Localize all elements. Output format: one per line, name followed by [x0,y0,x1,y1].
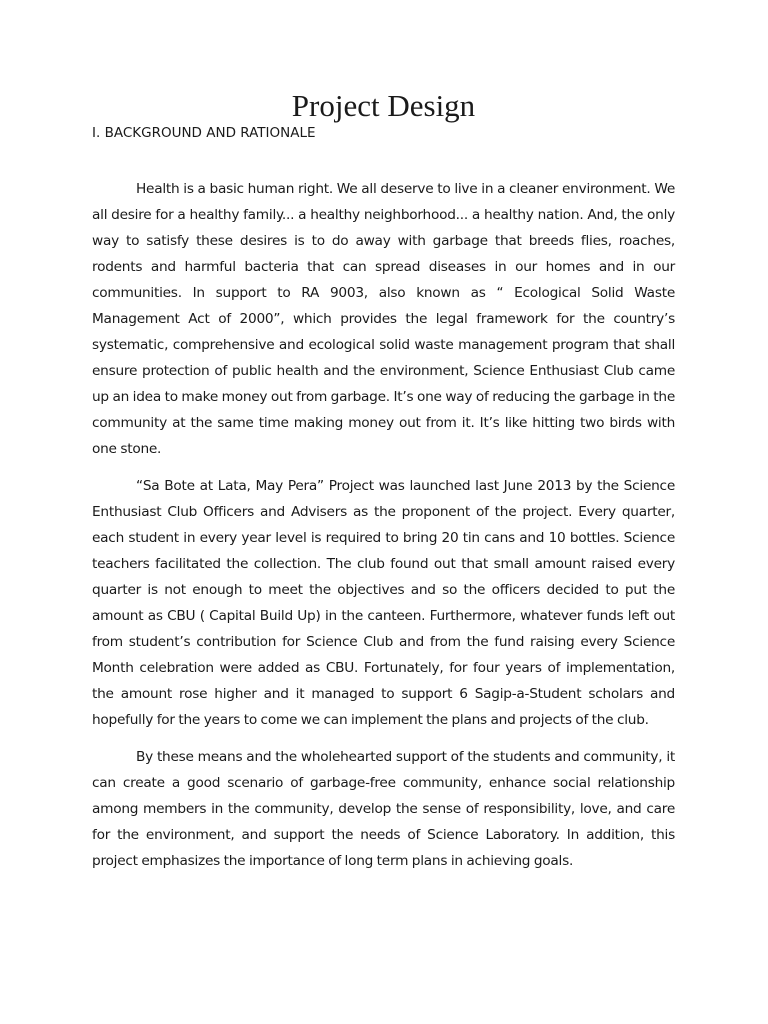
document-page [92,0,675,1024]
paragraph-3: By these means and the wholehearted support of the students and community, it can create a good scenario of garbage-free community, enhance social relationship among members in the community, develop the sense of responsibility, love, and care for the environment, and support the needs of Science Laboratory. In addition, this project emphasizes the importance of long term plans in achieving goals. [92,749,675,869]
paragraph-2: “Sa Bote at Lata, May Pera” Project was launched last June 2013 by the Science Enthusiast Club Officers and Advisers as the proponent of the project. Every quarter, each student in every year level is required to bring 20 tin cans and 10 bottles. Science teachers facilitated the collection. The club found out that small amount raised every quarter is not enough to meet the objectives and so the officers decided to put the amount as CBU ( Capital Build Up) in the canteen. Furthermore, whatever funds left out from student’s contribution for Science Club and from the fund raising every Science Month celebration were added as CBU. Fortunately, for four years of implementation, the amount rose higher and it managed to support 6 Sagip-a-Student scholars and hopefully for the years to come we can implement the plans and projects of the club. [92,478,675,728]
body-text [92,176,675,885]
page-title: Project Design [291,88,476,123]
paragraph-1: Health is a basic human right. We all deserve to live in a cleaner environment. We all desire for a healthy family... a healthy neighborhood... a healthy nation. And, the only way to satisfy these desires is to do away with garbage that breeds flies, roaches, rodents and harmful bacteria that can spread diseases in our homes and in our communities. In support to RA 9003, also known as “ Ecological Solid Waste Management Act of 2000”, which provides the legal framework for the country’s systematic, comprehensive and ecological solid waste management program that shall ensure protection of public health and the environment, Science Enthusiast Club came up an idea to make money out from garbage. It’s one way of reducing the garbage in the community at the same time making money out from it. It’s like hitting two birds with one stone. [92,181,675,457]
section-heading: I. BACKGROUND AND RATIONALE [92,125,316,141]
